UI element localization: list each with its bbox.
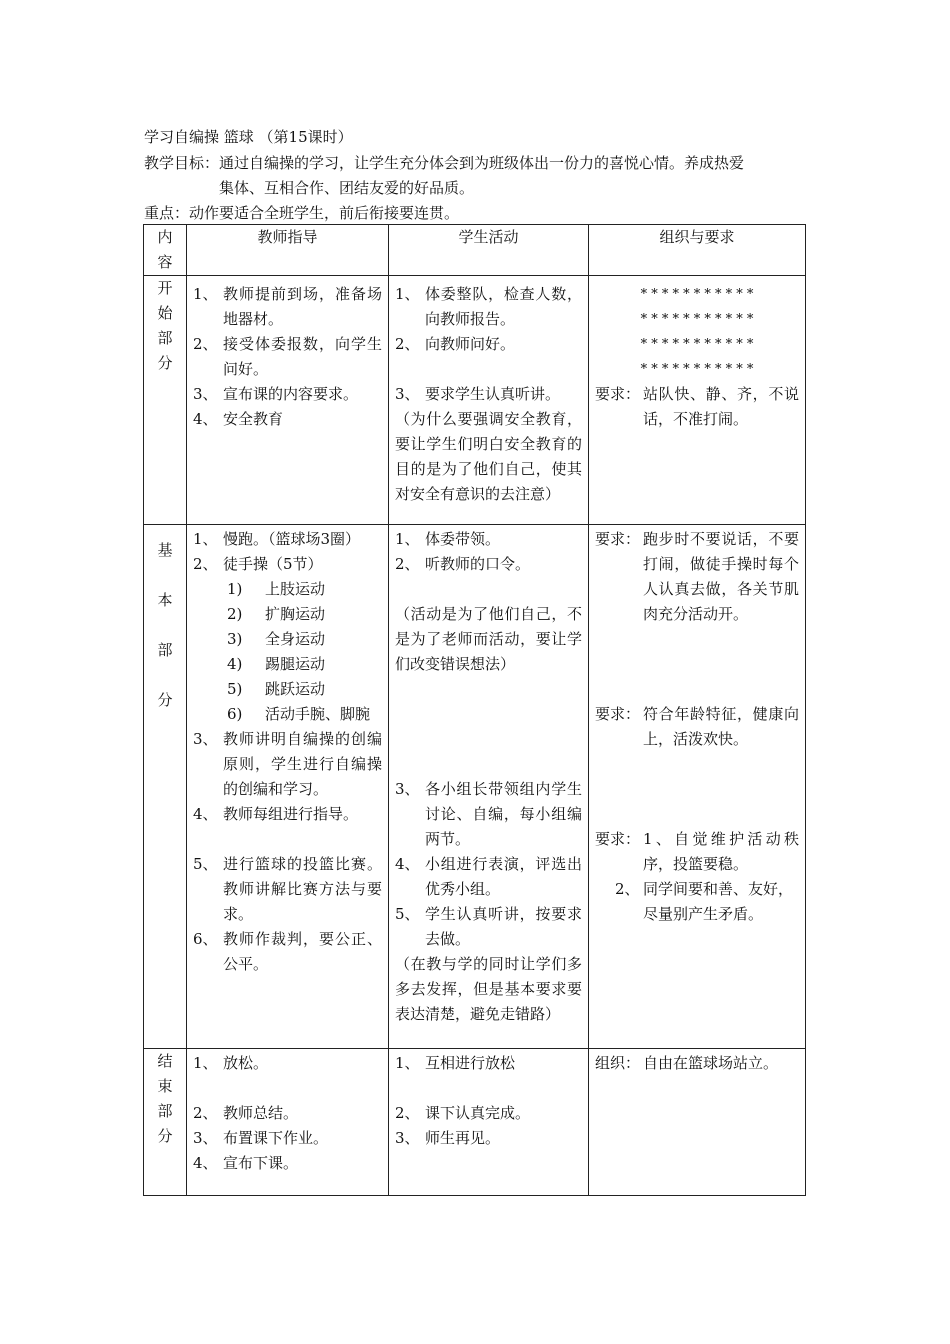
list-item: 2、 向教师问好。 bbox=[395, 335, 516, 353]
objective-label: 教学目标： bbox=[144, 154, 220, 172]
list-item: 6) 活动手腕、脚腕 bbox=[227, 705, 371, 723]
lesson-header bbox=[144, 124, 806, 226]
list-item: 3、 师生再见。 bbox=[395, 1129, 501, 1147]
basic-teacher-cell bbox=[187, 525, 389, 1049]
list-item: 1、 体委带领。 bbox=[395, 530, 501, 548]
basic-student-note-2: （在教与学的同时让学们多多去发挥，但是基本要求要表达清楚，避免走错路） bbox=[395, 955, 582, 1023]
formation-row: * * * * * * * * * * * bbox=[640, 312, 754, 327]
list-item: 1、 教师提前到场，准备场地器材。 bbox=[193, 285, 382, 328]
list-item: 3、 布置课下作业。 bbox=[193, 1129, 329, 1147]
list-item: 2、 听教师的口令。 bbox=[395, 555, 531, 573]
end-organization: 组织： 自由在篮球场站立。 bbox=[595, 1054, 779, 1072]
formation-row: * * * * * * * * * * * bbox=[640, 362, 754, 377]
list-item: 2、 教师总结。 bbox=[193, 1104, 299, 1122]
list-item: 2、 徒手操（5节） bbox=[193, 555, 323, 573]
start-student-cell bbox=[389, 276, 589, 525]
section-label-end: 结束部分 bbox=[144, 1049, 187, 1196]
header-teacher: 教师指导 bbox=[187, 225, 389, 276]
start-teacher-cell bbox=[187, 276, 389, 525]
lesson-focus: 重点：动作要适合全班学生，前后衔接要连贯。 bbox=[144, 204, 460, 222]
table-header-row bbox=[144, 225, 806, 276]
list-item: 3、 宣布课的内容要求。 bbox=[193, 385, 359, 403]
table-row-start bbox=[144, 276, 806, 525]
header-student: 学生活动 bbox=[389, 225, 589, 276]
basic-org-cell bbox=[589, 525, 806, 1049]
header-organization: 组织与要求 bbox=[589, 225, 806, 276]
table-row-end bbox=[144, 1049, 806, 1196]
table-row-basic bbox=[144, 525, 806, 1049]
list-item: 1、 互相进行放松 bbox=[395, 1054, 516, 1072]
list-item: 1、 放松。 bbox=[193, 1054, 269, 1072]
section-label-start: 开始部分 bbox=[144, 276, 187, 525]
list-item: 1、 慢跑。（篮球场3圈） bbox=[193, 530, 361, 548]
end-student-cell bbox=[389, 1049, 589, 1196]
list-item: 1、 体委整队，检查人数，向教师报告。 bbox=[395, 285, 582, 328]
start-requirement bbox=[595, 382, 799, 432]
start-student-note: （为什么要强调安全教育，要让学生们明白安全教育的目的是为了他们自己，使其对安全有意识的去注意） bbox=[395, 410, 582, 503]
requirement-text: 站队快、静、齐，不说话，不准打闹。 bbox=[643, 385, 799, 428]
list-item: 4) 踢腿运动 bbox=[227, 655, 326, 673]
basic-student-note-1: （活动是为了他们自己，不是为了老师而活动，要让学们改变错误想法） bbox=[395, 605, 582, 673]
header-content: 内容 bbox=[144, 225, 187, 276]
section-label-basic: 基本部分 bbox=[144, 525, 187, 1049]
list-item: 3、 要求学生认真听讲。 bbox=[395, 385, 561, 403]
list-item: 5、 进行篮球的投篮比赛。教师讲解比赛方法与要求。 bbox=[193, 855, 382, 923]
lesson-plan-table bbox=[143, 224, 806, 1196]
formation-row: * * * * * * * * * * * bbox=[640, 287, 754, 302]
teaching-objective bbox=[144, 151, 806, 201]
list-item: 4、 安全教育 bbox=[193, 410, 284, 428]
end-teacher-cell bbox=[187, 1049, 389, 1196]
lesson-title: 学习自编操 篮球 （第15课时） bbox=[144, 128, 353, 146]
list-item: 6、 教师作裁判，要公正、公平。 bbox=[193, 930, 382, 973]
end-org-cell bbox=[589, 1049, 806, 1196]
objective-line-1: 通过自编操的学习，让学生充分体会到为班级体出一份力的喜悦心情。养成热爱 bbox=[219, 154, 745, 172]
list-item: 4、 宣布下课。 bbox=[193, 1154, 299, 1172]
objective-line-2: 集体、互相合作、团结友爱的好品质。 bbox=[219, 179, 475, 197]
list-item: 4、 小组进行表演，评选出优秀小组。 bbox=[395, 855, 582, 898]
requirement-label: 要求： bbox=[595, 385, 641, 403]
start-org-cell bbox=[589, 276, 806, 525]
list-item: 5、 学生认真听讲，按要求去做。 bbox=[395, 905, 582, 948]
basic-requirement-2: 要求： 符合年龄特征，健康向上，活泼欢快。 bbox=[595, 705, 799, 748]
basic-requirement-3: 要求： 1、自觉维护活动秩序，投篮要稳。 bbox=[595, 830, 799, 873]
list-item: 5) 跳跃运动 bbox=[227, 680, 326, 698]
list-item: 2) 扩胸运动 bbox=[227, 605, 326, 623]
basic-requirement-3-2: 2、 同学间要和善、友好，尽量别产生矛盾。 bbox=[615, 880, 794, 923]
formation-row: * * * * * * * * * * * bbox=[640, 337, 754, 352]
list-item: 1) 上肢运动 bbox=[227, 580, 326, 598]
list-item: 4、 教师每组进行指导。 bbox=[193, 805, 359, 823]
list-item: 3、 教师讲明自编操的创编原则，学生进行自编操的创编和学习。 bbox=[193, 730, 382, 798]
list-item: 2、 接受体委报数，向学生问好。 bbox=[193, 335, 382, 378]
list-item: 3、 各小组长带领组内学生讨论、自编，每小组编两节。 bbox=[395, 780, 582, 848]
list-item: 2、 课下认真完成。 bbox=[395, 1104, 531, 1122]
basic-requirement-1: 要求： 跑步时不要说话，不要打闹，做徒手操时每个人认真去做，各关节肌肉充分活动开。 bbox=[595, 530, 799, 623]
basic-student-cell bbox=[389, 525, 589, 1049]
list-item: 3) 全身运动 bbox=[227, 630, 326, 648]
